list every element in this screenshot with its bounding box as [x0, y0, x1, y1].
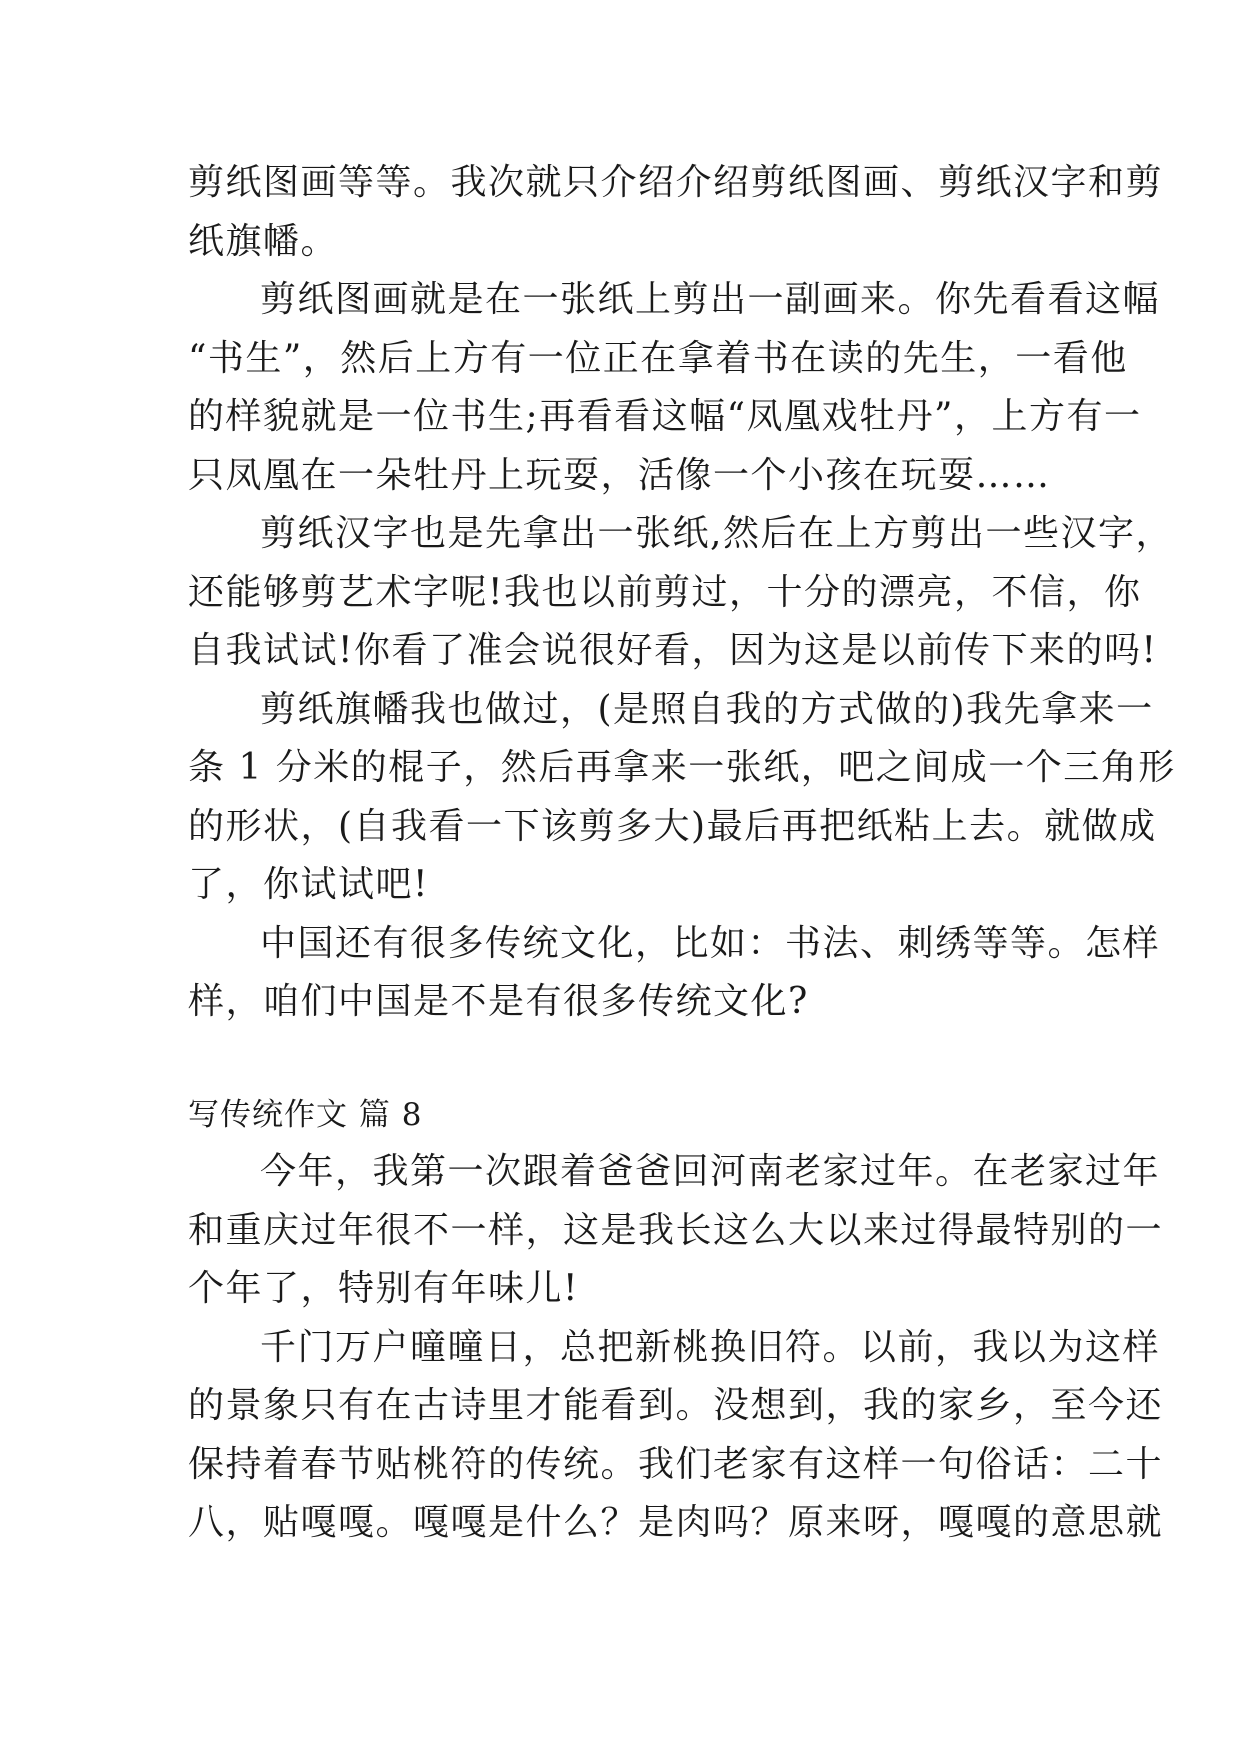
paragraph-line: “书生”，然后上方有一位正在拿着书在读的先生，一看他	[188, 338, 1128, 379]
paragraph-line: 和重庆过年很不一样，这是我长这么大以来过得最特别的一	[188, 1210, 1164, 1251]
paragraph-line: 样，咱们中国是不是有很多传统文化?	[188, 981, 809, 1022]
paragraph-line: 只凤凰在一朵牡丹上玩耍，活像一个小孩在玩耍……	[188, 455, 1051, 496]
paragraph-line: 的样貌就是一位书生;再看看这幅“凤凰戏牡丹”，上方有一	[188, 396, 1142, 437]
paragraph-line: 的景象只有在古诗里才能看到。没想到，我的家乡，至今还	[188, 1385, 1164, 1426]
paragraph-line: 千门万户曈曈日，总把新桃换旧符。以前，我以为这样	[260, 1327, 1161, 1368]
paragraph-line: 剪纸旗幡我也做过，(是照自我的方式做的)我先拿来一	[260, 689, 1154, 730]
paragraph-line: 中国还有很多传统文化，比如：书法、刺绣等等。怎样	[260, 923, 1161, 964]
paragraph-line: 个年了，特别有年味儿!	[188, 1268, 579, 1309]
paragraph-line: 了，你试试吧!	[188, 864, 429, 905]
paragraph-line: 今年，我第一次跟着爸爸回河南老家过年。在老家过年	[260, 1151, 1161, 1192]
paragraph-line: 剪纸图画就是在一张纸上剪出一副画来。你先看看这幅	[260, 279, 1161, 320]
paragraph-line: 剪纸图画等等。我次就只介绍介绍剪纸图画、剪纸汉字和剪	[188, 162, 1164, 203]
paragraph-line: 纸旗幡。	[188, 221, 339, 262]
paragraph-line: 还能够剪艺术字呢!我也以前剪过，十分的漂亮，不信，你	[188, 572, 1142, 613]
paragraph-line: 的形状，(自我看一下该剪多大)最后再把纸粘上去。就做成	[188, 806, 1157, 847]
paragraph-line: 保持着春节贴桃符的传统。我们老家有这样一句俗话：二十	[188, 1444, 1164, 1485]
paragraph-line: 八，贴嘎嘎。嘎嘎是什么？是肉吗？原来呀，嘎嘎的意思就	[188, 1502, 1164, 1543]
paragraph-line: 自我试试!你看了准会说很好看，因为这是以前传下来的吗!	[188, 630, 1158, 671]
paragraph-line: 条 1 分米的棍子，然后再拿来一张纸，吧之间成一个三角形	[188, 747, 1176, 788]
section-heading: 写传统作文 篇 8	[188, 1097, 423, 1133]
paragraph-line: 剪纸汉字也是先拿出一张纸,然后在上方剪出一些汉字，	[260, 513, 1173, 554]
